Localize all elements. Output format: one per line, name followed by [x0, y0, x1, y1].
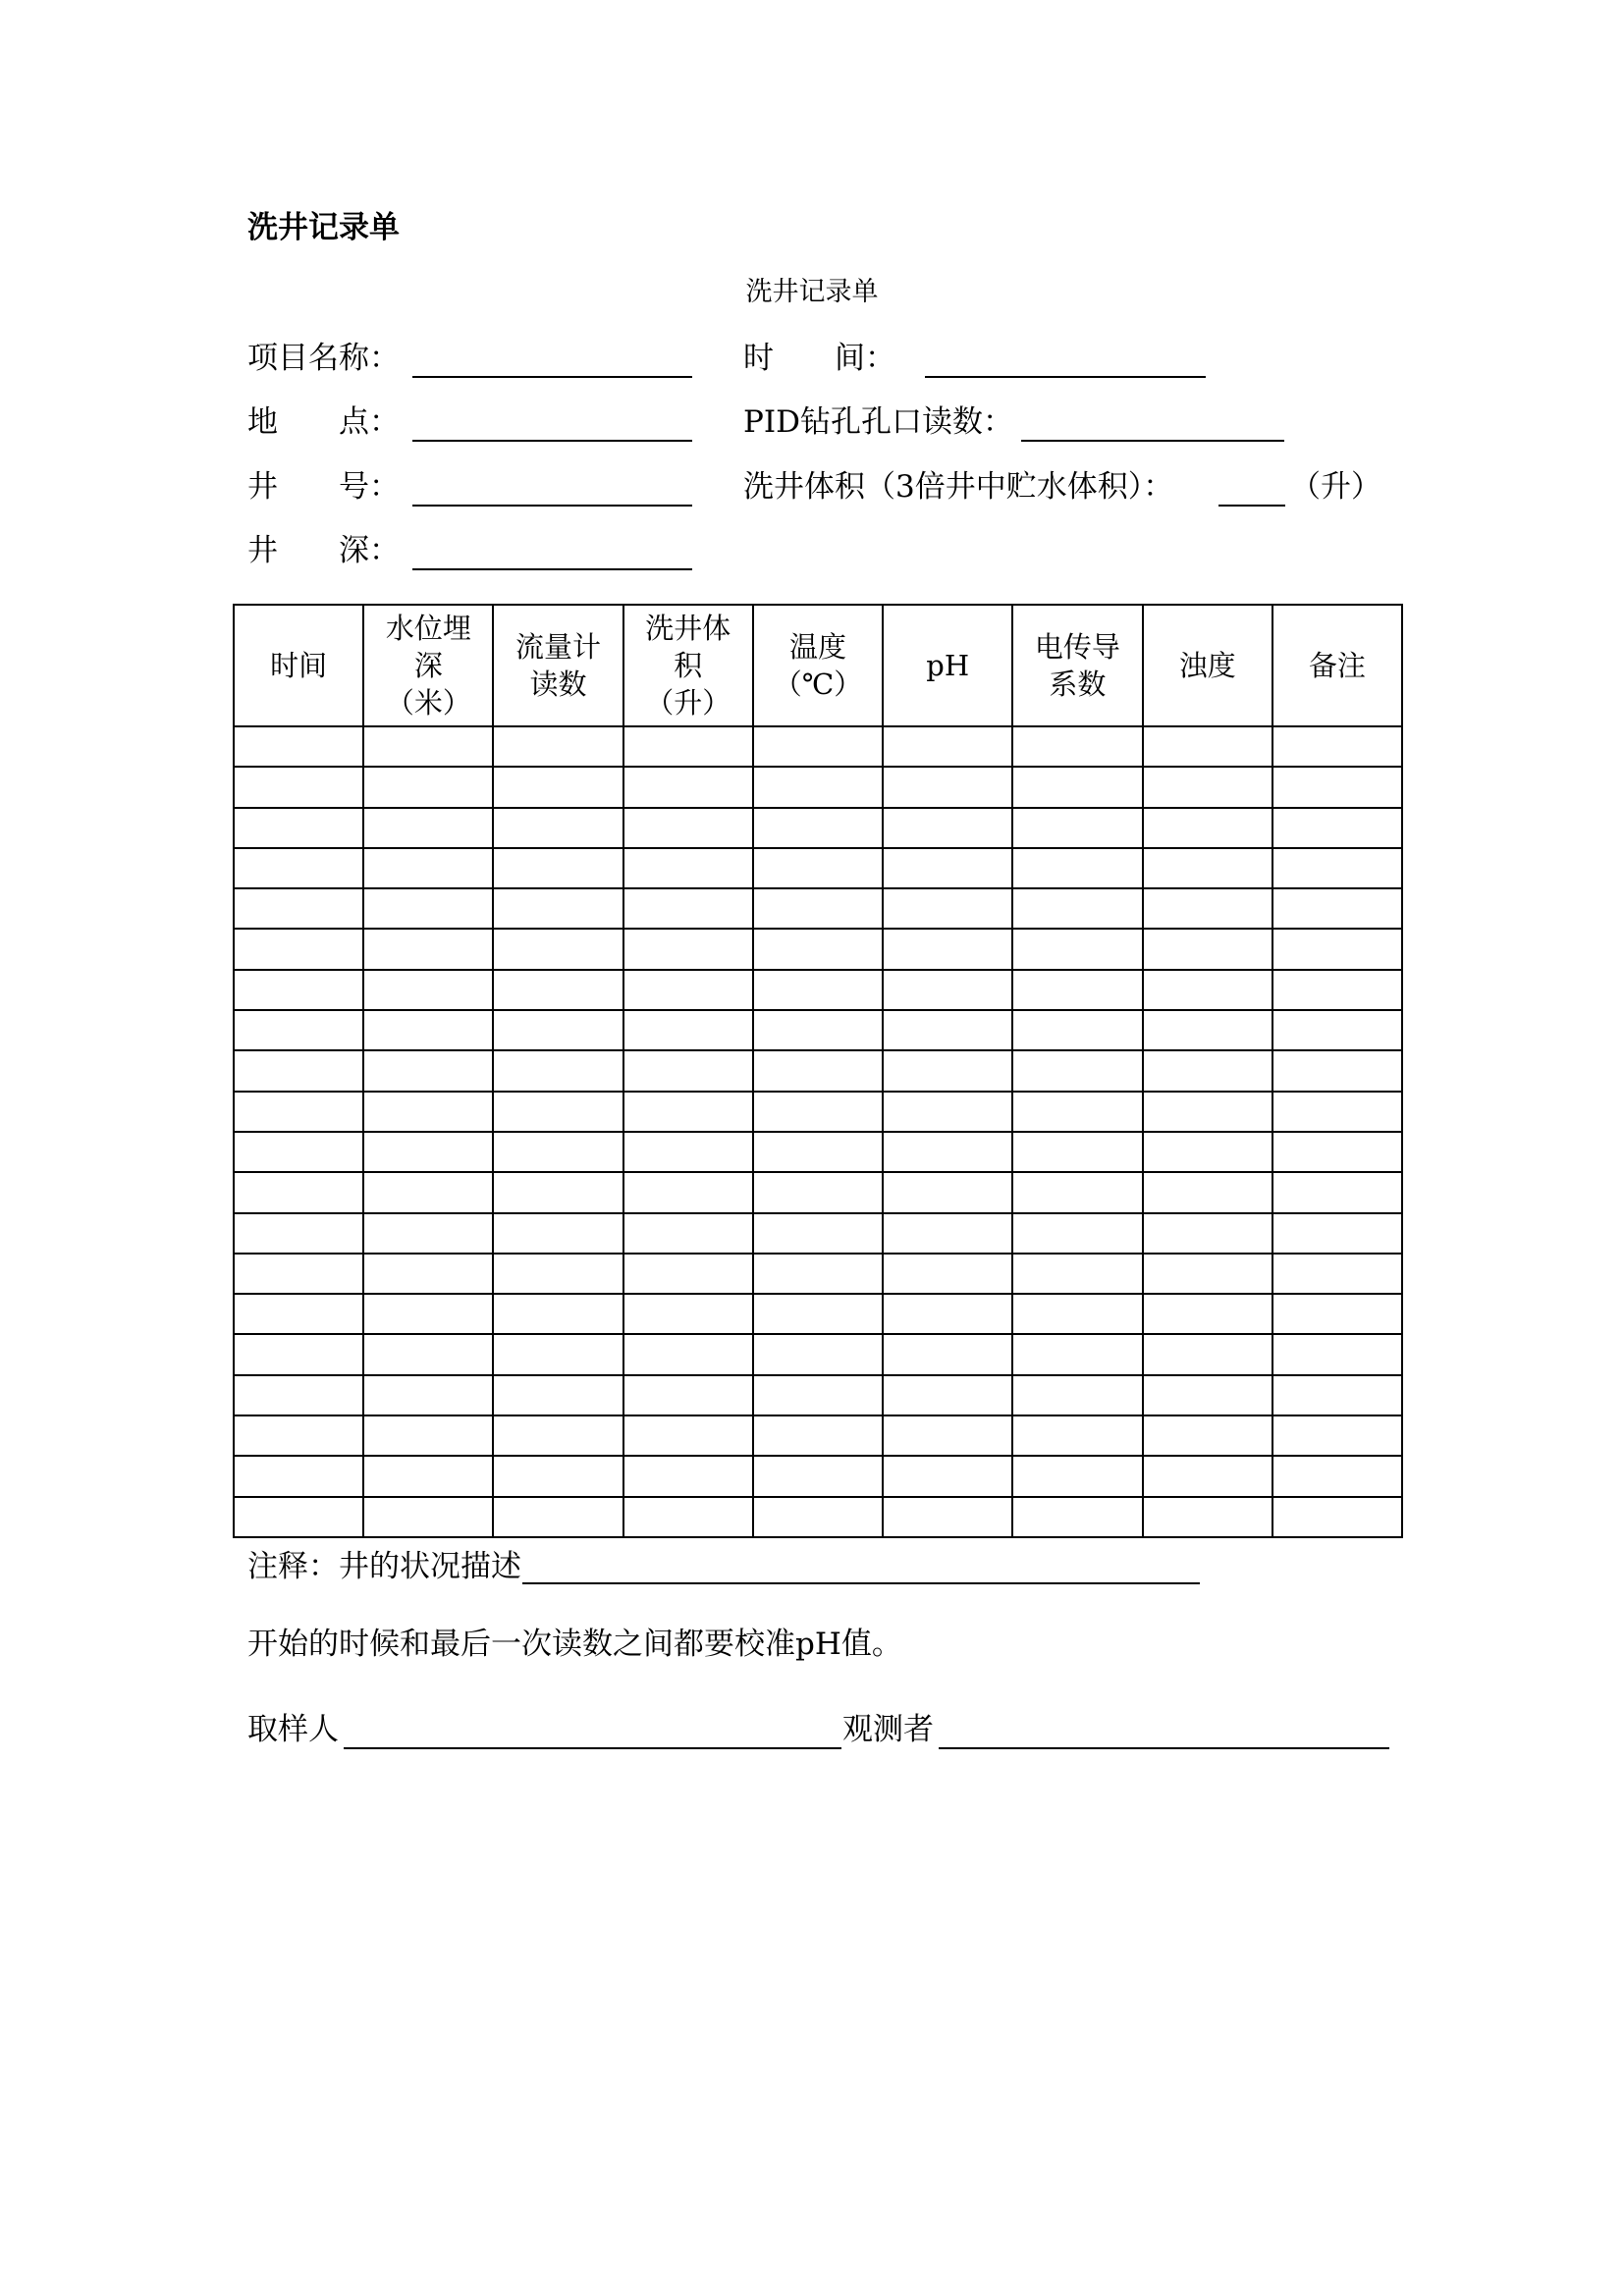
- table-cell-temperature[interactable]: [753, 1415, 883, 1456]
- table-cell-turbidity[interactable]: [1143, 726, 1272, 767]
- table-cell-conductivity[interactable]: [1012, 1254, 1142, 1294]
- table-cell-water-depth[interactable]: [363, 808, 493, 848]
- table-cell-wash-volume[interactable]: [623, 1497, 753, 1537]
- table-cell-turbidity[interactable]: [1143, 1092, 1272, 1132]
- table-cell-water-depth[interactable]: [363, 1213, 493, 1254]
- table-header-row: [234, 605, 1402, 726]
- table-cell-remarks[interactable]: [1272, 808, 1402, 848]
- table-cell-temperature[interactable]: [753, 1132, 883, 1172]
- table-cell-time[interactable]: [234, 1050, 363, 1091]
- table-cell-ph[interactable]: [883, 1294, 1012, 1334]
- table-cell-wash-volume[interactable]: [623, 1050, 753, 1091]
- table-cell-remarks[interactable]: [1272, 1092, 1402, 1132]
- time-blank[interactable]: [925, 376, 1206, 378]
- column-header-line: 深: [413, 649, 443, 682]
- table-cell-flowmeter[interactable]: [493, 1334, 623, 1374]
- column-header-line: （升）: [645, 686, 731, 720]
- location-blank[interactable]: [412, 440, 692, 442]
- form-title: 洗井记录单: [745, 277, 879, 307]
- column-header-line: 洗井体: [645, 612, 731, 645]
- table-cell-ph[interactable]: [883, 726, 1012, 767]
- well-depth-label: 井 深：: [247, 533, 400, 568]
- well-number-blank[interactable]: [412, 505, 692, 507]
- table-cell-time[interactable]: [234, 970, 363, 1010]
- table-row: [234, 1254, 1402, 1294]
- column-header-line: 温度: [788, 630, 846, 664]
- table-cell-water-depth[interactable]: [363, 767, 493, 807]
- table-cell-turbidity[interactable]: [1143, 808, 1272, 848]
- table-cell-ph[interactable]: [883, 888, 1012, 929]
- table-row: [234, 1132, 1402, 1172]
- table-cell-wash-volume[interactable]: [623, 1415, 753, 1456]
- table-cell-water-depth[interactable]: [363, 929, 493, 969]
- column-header-line: 电传导: [1034, 630, 1120, 664]
- table-cell-wash-volume[interactable]: [623, 929, 753, 969]
- table-cell-flowmeter[interactable]: [493, 1132, 623, 1172]
- table-cell-time[interactable]: [234, 1010, 363, 1050]
- table-cell-temperature[interactable]: [753, 929, 883, 969]
- table-cell-ph[interactable]: [883, 1375, 1012, 1415]
- table-body: [234, 726, 1402, 1537]
- observer-label: 观测者: [842, 1712, 934, 1747]
- table-cell-water-depth[interactable]: [363, 1375, 493, 1415]
- table-cell-conductivity[interactable]: [1012, 1375, 1142, 1415]
- well-depth-blank[interactable]: [412, 568, 692, 570]
- table-row: [234, 767, 1402, 807]
- table-cell-turbidity[interactable]: [1143, 1375, 1272, 1415]
- table-cell-conductivity[interactable]: [1012, 1213, 1142, 1254]
- table-cell-temperature[interactable]: [753, 1334, 883, 1374]
- column-header-line: （米）: [385, 686, 471, 720]
- table-cell-remarks[interactable]: [1272, 1132, 1402, 1172]
- table-cell-turbidity[interactable]: [1143, 1172, 1272, 1212]
- table-cell-flowmeter[interactable]: [493, 1010, 623, 1050]
- table-cell-water-depth[interactable]: [363, 1050, 493, 1091]
- calibration-instruction: 开始的时候和最后一次读数之间都要校准pH值。: [247, 1627, 902, 1662]
- table-cell-flowmeter[interactable]: [493, 726, 623, 767]
- table-cell-turbidity[interactable]: [1143, 888, 1272, 929]
- table-cell-ph[interactable]: [883, 1415, 1012, 1456]
- table-cell-wash-volume[interactable]: [623, 726, 753, 767]
- table-cell-turbidity[interactable]: [1143, 1497, 1272, 1537]
- column-header-remarks: [1272, 605, 1402, 726]
- wash-log-table: [233, 604, 1403, 1538]
- table-cell-water-depth[interactable]: [363, 1172, 493, 1212]
- table-cell-flowmeter[interactable]: [493, 1092, 623, 1132]
- table-cell-remarks[interactable]: [1272, 848, 1402, 888]
- table-cell-conductivity[interactable]: [1012, 1092, 1142, 1132]
- column-header-line: 积: [674, 649, 703, 682]
- table-cell-time[interactable]: [234, 726, 363, 767]
- column-header-line: 读数: [529, 667, 587, 701]
- table-cell-temperature[interactable]: [753, 1010, 883, 1050]
- sampler-signature-blank[interactable]: [344, 1747, 841, 1749]
- table-cell-wash-volume[interactable]: [623, 808, 753, 848]
- table-cell-flowmeter[interactable]: [493, 1456, 623, 1496]
- table-cell-remarks[interactable]: [1272, 1254, 1402, 1294]
- column-header-line: 流量计: [515, 630, 602, 664]
- column-header-line: 浊度: [1178, 649, 1236, 682]
- table-cell-flowmeter[interactable]: [493, 970, 623, 1010]
- table-cell-ph[interactable]: [883, 1254, 1012, 1294]
- table-row: [234, 726, 1402, 767]
- table-row: [234, 1415, 1402, 1456]
- column-header-line: 时间: [270, 649, 328, 682]
- table-cell-turbidity[interactable]: [1143, 1294, 1272, 1334]
- table-cell-time[interactable]: [234, 767, 363, 807]
- table-cell-flowmeter[interactable]: [493, 767, 623, 807]
- table-cell-temperature[interactable]: [753, 1375, 883, 1415]
- wash-volume-unit: （升）: [1290, 469, 1381, 505]
- table-row: [234, 1213, 1402, 1254]
- table-cell-wash-volume[interactable]: [623, 970, 753, 1010]
- column-header-water-depth: [363, 605, 493, 726]
- column-header-line: 备注: [1308, 649, 1366, 682]
- table-cell-wash-volume[interactable]: [623, 1375, 753, 1415]
- table-cell-flowmeter[interactable]: [493, 1497, 623, 1537]
- sampler-label: 取样人: [247, 1712, 339, 1747]
- table-cell-conductivity[interactable]: [1012, 1497, 1142, 1537]
- pid-reading-blank[interactable]: [1021, 440, 1284, 442]
- table-cell-ph[interactable]: [883, 767, 1012, 807]
- wash-volume-blank[interactable]: [1218, 505, 1285, 507]
- table-cell-wash-volume[interactable]: [623, 1132, 753, 1172]
- table-cell-temperature[interactable]: [753, 1172, 883, 1212]
- column-header-flowmeter: [493, 605, 623, 726]
- table-cell-conductivity[interactable]: [1012, 1050, 1142, 1091]
- table-cell-remarks[interactable]: [1272, 1213, 1402, 1254]
- table-cell-temperature[interactable]: [753, 1294, 883, 1334]
- table-cell-time[interactable]: [234, 808, 363, 848]
- table-cell-remarks[interactable]: [1272, 888, 1402, 929]
- document-heading: 洗井记录单: [247, 210, 400, 245]
- table-cell-ph[interactable]: [883, 1010, 1012, 1050]
- table-row: [234, 1375, 1402, 1415]
- table-cell-remarks[interactable]: [1272, 1010, 1402, 1050]
- table-cell-temperature[interactable]: [753, 1254, 883, 1294]
- table-cell-remarks[interactable]: [1272, 1415, 1402, 1456]
- table-cell-wash-volume[interactable]: [623, 1213, 753, 1254]
- table-row: [234, 808, 1402, 848]
- table-cell-ph[interactable]: [883, 1334, 1012, 1374]
- table-cell-ph[interactable]: [883, 1172, 1012, 1212]
- column-header-wash-volume: [623, 605, 753, 726]
- table-cell-conductivity[interactable]: [1012, 1172, 1142, 1212]
- table-cell-conductivity[interactable]: [1012, 1334, 1142, 1374]
- table-cell-conductivity[interactable]: [1012, 848, 1142, 888]
- table-cell-ph[interactable]: [883, 1132, 1012, 1172]
- table-cell-water-depth[interactable]: [363, 1092, 493, 1132]
- table-cell-flowmeter[interactable]: [493, 929, 623, 969]
- table-cell-ph[interactable]: [883, 1456, 1012, 1496]
- table-cell-water-depth[interactable]: [363, 1294, 493, 1334]
- table-row: [234, 1172, 1402, 1212]
- table-cell-time[interactable]: [234, 1213, 363, 1254]
- table-row: [234, 1334, 1402, 1374]
- project-name-blank[interactable]: [412, 376, 692, 378]
- table-cell-remarks[interactable]: [1272, 1294, 1402, 1334]
- table-cell-wash-volume[interactable]: [623, 1294, 753, 1334]
- table-cell-conductivity[interactable]: [1012, 929, 1142, 969]
- column-header-line: 水位埋: [385, 612, 471, 645]
- pid-reading-label: PID钻孔孔口读数：: [743, 404, 1013, 440]
- table-cell-temperature[interactable]: [753, 767, 883, 807]
- table-cell-ph[interactable]: [883, 848, 1012, 888]
- table-cell-conductivity[interactable]: [1012, 1010, 1142, 1050]
- time-label: 时 间：: [743, 341, 895, 376]
- table-cell-turbidity[interactable]: [1143, 1254, 1272, 1294]
- table-cell-water-depth[interactable]: [363, 1254, 493, 1294]
- table-cell-wash-volume[interactable]: [623, 1010, 753, 1050]
- column-header-conductivity: [1012, 605, 1142, 726]
- table-cell-water-depth[interactable]: [363, 1497, 493, 1537]
- column-header-turbidity: [1143, 605, 1272, 726]
- table-row: [234, 848, 1402, 888]
- table-row: [234, 1497, 1402, 1537]
- well-condition-blank[interactable]: [522, 1582, 1200, 1584]
- table-row: [234, 1010, 1402, 1050]
- table-cell-conductivity[interactable]: [1012, 1415, 1142, 1456]
- table-cell-water-depth[interactable]: [363, 1415, 493, 1456]
- table-cell-temperature[interactable]: [753, 1092, 883, 1132]
- table-cell-conductivity[interactable]: [1012, 888, 1142, 929]
- table-cell-temperature[interactable]: [753, 1497, 883, 1537]
- table-cell-time[interactable]: [234, 1132, 363, 1172]
- observer-signature-blank[interactable]: [939, 1747, 1389, 1749]
- table-cell-water-depth[interactable]: [363, 848, 493, 888]
- table-row: [234, 929, 1402, 969]
- table-row: [234, 1050, 1402, 1091]
- table-cell-temperature[interactable]: [753, 1050, 883, 1091]
- table-cell-conductivity[interactable]: [1012, 1456, 1142, 1496]
- table-cell-flowmeter[interactable]: [493, 1254, 623, 1294]
- table-cell-temperature[interactable]: [753, 888, 883, 929]
- table-cell-temperature[interactable]: [753, 1213, 883, 1254]
- table-cell-water-depth[interactable]: [363, 1010, 493, 1050]
- table-cell-time[interactable]: [234, 1375, 363, 1415]
- table-cell-remarks[interactable]: [1272, 726, 1402, 767]
- table-cell-temperature[interactable]: [753, 970, 883, 1010]
- table-cell-turbidity[interactable]: [1143, 1010, 1272, 1050]
- table-row: [234, 1092, 1402, 1132]
- table-cell-temperature[interactable]: [753, 848, 883, 888]
- column-header-temperature: [753, 605, 883, 726]
- table-cell-water-depth[interactable]: [363, 726, 493, 767]
- table-cell-water-depth[interactable]: [363, 1132, 493, 1172]
- column-header-ph: [883, 605, 1012, 726]
- table-cell-flowmeter[interactable]: [493, 1172, 623, 1212]
- table-cell-time[interactable]: [234, 1092, 363, 1132]
- table-row: [234, 970, 1402, 1010]
- table-cell-time[interactable]: [234, 1415, 363, 1456]
- table-cell-conductivity[interactable]: [1012, 767, 1142, 807]
- table-cell-ph[interactable]: [883, 929, 1012, 969]
- table-cell-flowmeter[interactable]: [493, 1050, 623, 1091]
- table-cell-remarks[interactable]: [1272, 1172, 1402, 1212]
- table-cell-wash-volume[interactable]: [623, 1092, 753, 1132]
- wash-volume-label: 洗井体积（3倍井中贮水体积）：: [743, 469, 1174, 505]
- well-number-label: 井 号：: [247, 469, 400, 505]
- project-name-label: 项目名称：: [247, 341, 400, 376]
- table-cell-ph[interactable]: [883, 808, 1012, 848]
- table-cell-time[interactable]: [234, 1334, 363, 1374]
- table-cell-remarks[interactable]: [1272, 1334, 1402, 1374]
- table-cell-flowmeter[interactable]: [493, 1213, 623, 1254]
- table-cell-flowmeter[interactable]: [493, 888, 623, 929]
- table-cell-remarks[interactable]: [1272, 1497, 1402, 1537]
- table-row: [234, 1456, 1402, 1496]
- table-cell-wash-volume[interactable]: [623, 1334, 753, 1374]
- table-cell-ph[interactable]: [883, 1092, 1012, 1132]
- column-header-time: [234, 605, 363, 726]
- note-label: 注释：井的状况描述: [247, 1549, 521, 1584]
- table-cell-conductivity[interactable]: [1012, 1132, 1142, 1172]
- table-cell-remarks[interactable]: [1272, 1456, 1402, 1496]
- table-cell-turbidity[interactable]: [1143, 767, 1272, 807]
- table-cell-remarks[interactable]: [1272, 1050, 1402, 1091]
- table-cell-wash-volume[interactable]: [623, 888, 753, 929]
- table-cell-wash-volume[interactable]: [623, 1456, 753, 1496]
- table-cell-remarks[interactable]: [1272, 929, 1402, 969]
- location-label: 地 点：: [247, 404, 400, 440]
- table-cell-turbidity[interactable]: [1143, 929, 1272, 969]
- table-cell-conductivity[interactable]: [1012, 1294, 1142, 1334]
- table-cell-flowmeter[interactable]: [493, 1415, 623, 1456]
- table-cell-time[interactable]: [234, 929, 363, 969]
- table-cell-time[interactable]: [234, 1294, 363, 1334]
- table-cell-temperature[interactable]: [753, 726, 883, 767]
- table-cell-time[interactable]: [234, 888, 363, 929]
- table-cell-wash-volume[interactable]: [623, 767, 753, 807]
- table-cell-water-depth[interactable]: [363, 1456, 493, 1496]
- table-cell-turbidity[interactable]: [1143, 970, 1272, 1010]
- table-cell-wash-volume[interactable]: [623, 848, 753, 888]
- table-cell-turbidity[interactable]: [1143, 1415, 1272, 1456]
- table-cell-temperature[interactable]: [753, 808, 883, 848]
- table-cell-remarks[interactable]: [1272, 970, 1402, 1010]
- table-cell-remarks[interactable]: [1272, 1375, 1402, 1415]
- table-cell-time[interactable]: [234, 1172, 363, 1212]
- table-cell-water-depth[interactable]: [363, 1334, 493, 1374]
- table-cell-turbidity[interactable]: [1143, 1334, 1272, 1374]
- table-cell-temperature[interactable]: [753, 1456, 883, 1496]
- table-cell-conductivity[interactable]: [1012, 970, 1142, 1010]
- table-cell-wash-volume[interactable]: [623, 1254, 753, 1294]
- table-cell-time[interactable]: [234, 1456, 363, 1496]
- column-header-line: pH: [926, 649, 970, 682]
- table-cell-ph[interactable]: [883, 1497, 1012, 1537]
- table-cell-flowmeter[interactable]: [493, 1294, 623, 1334]
- table-cell-water-depth[interactable]: [363, 888, 493, 929]
- table-cell-wash-volume[interactable]: [623, 1172, 753, 1212]
- table-cell-water-depth[interactable]: [363, 970, 493, 1010]
- table-cell-ph[interactable]: [883, 1213, 1012, 1254]
- table-cell-conductivity[interactable]: [1012, 726, 1142, 767]
- table-cell-ph[interactable]: [883, 970, 1012, 1010]
- table-cell-time[interactable]: [234, 1254, 363, 1294]
- table-cell-turbidity[interactable]: [1143, 1132, 1272, 1172]
- table-row: [234, 1294, 1402, 1334]
- table-cell-time[interactable]: [234, 1497, 363, 1537]
- column-header-line: 系数: [1049, 667, 1107, 701]
- table-cell-turbidity[interactable]: [1143, 848, 1272, 888]
- table-cell-remarks[interactable]: [1272, 767, 1402, 807]
- table-cell-flowmeter[interactable]: [493, 1375, 623, 1415]
- table-cell-turbidity[interactable]: [1143, 1050, 1272, 1091]
- table-cell-time[interactable]: [234, 848, 363, 888]
- column-header-line: （℃）: [773, 667, 863, 701]
- table-row: [234, 888, 1402, 929]
- table-cell-flowmeter[interactable]: [493, 848, 623, 888]
- table-cell-flowmeter[interactable]: [493, 808, 623, 848]
- table-cell-turbidity[interactable]: [1143, 1213, 1272, 1254]
- table-cell-ph[interactable]: [883, 1050, 1012, 1091]
- table-cell-conductivity[interactable]: [1012, 808, 1142, 848]
- table-cell-turbidity[interactable]: [1143, 1456, 1272, 1496]
